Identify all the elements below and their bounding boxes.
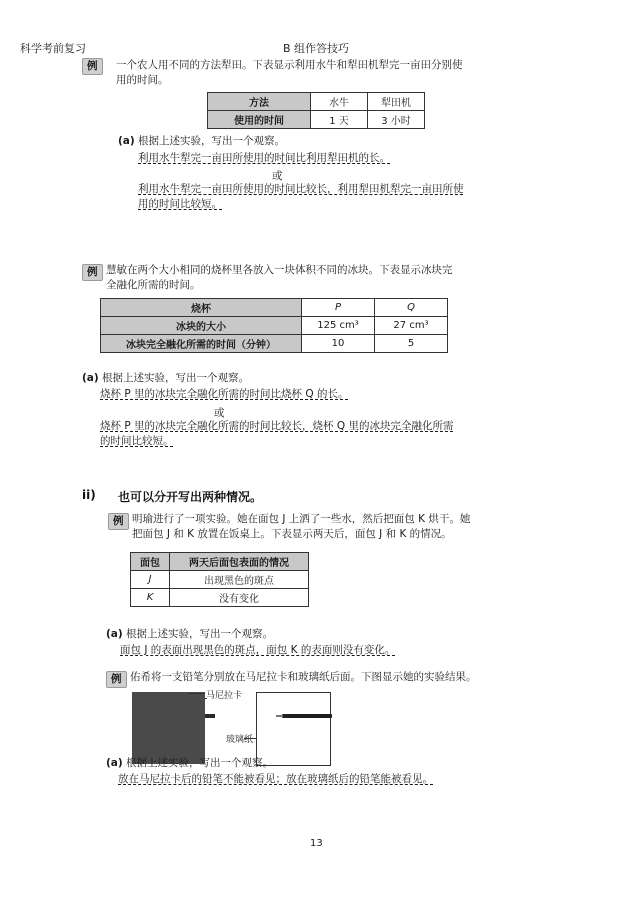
table-cell: 出现黑色的斑点 bbox=[170, 571, 309, 589]
glass-paper bbox=[256, 692, 331, 766]
table-header-cell: 使用的时间 bbox=[208, 111, 311, 129]
example-3-question bbox=[132, 512, 507, 542]
example-2-answer-1: 烧杯 P 里的冰块完全融化所需的时间比烧杯 Q 的长。 bbox=[100, 388, 349, 400]
part-prompt: 根据上述实验，写出一个观察。 bbox=[138, 135, 286, 147]
example-2-part-a bbox=[82, 371, 492, 386]
question-line: 全融化所需的时间。 bbox=[106, 279, 201, 291]
table-header-cell: 方法 bbox=[208, 93, 311, 111]
glass-label: 玻璃纸 bbox=[226, 735, 254, 745]
example-1-table bbox=[207, 92, 425, 129]
part-label: (a) bbox=[82, 372, 99, 384]
example-2-or: 或 bbox=[214, 407, 225, 419]
table-cell: 没有变化 bbox=[170, 589, 309, 607]
question-line: 明瑜进行了一项实验。她在面包 J 上洒了一些水，然后把面包 K 烘干。她 bbox=[132, 513, 471, 525]
table-cell: K bbox=[131, 589, 170, 607]
part-prompt: 根据上述实验，写出一个观察。 bbox=[126, 757, 274, 769]
header-center: B 组作答技巧 bbox=[283, 42, 350, 55]
example-3-answer: 面包 J 的表面出现黑色的斑点，面包 K 的表面则没有变化。 bbox=[120, 644, 396, 656]
table-header-cell: 面包 bbox=[131, 553, 170, 571]
part-label: (a) bbox=[106, 757, 123, 769]
example-3-table bbox=[130, 552, 309, 607]
pencil-tip bbox=[205, 714, 215, 718]
table-header-cell: 烧杯 bbox=[101, 299, 302, 317]
example-1-answer-2 bbox=[138, 182, 513, 212]
part-prompt: 根据上述实验，写出一个观察。 bbox=[102, 372, 250, 384]
table-header-cell: 冰块的大小 bbox=[101, 317, 302, 335]
example-2-table bbox=[100, 298, 448, 353]
table-row bbox=[101, 317, 448, 335]
answer-line: 用的时间比较短。 bbox=[138, 198, 222, 210]
example-2-question bbox=[106, 263, 501, 293]
header-left: 科学考前复习 bbox=[20, 42, 86, 55]
example-1-or: 或 bbox=[272, 170, 283, 182]
answer-line: 烧杯 P 里的冰块完全融化所需的时间比较长，烧杯 Q 里的冰块完全融化所需 bbox=[100, 420, 454, 432]
pencil bbox=[282, 714, 332, 718]
table-row bbox=[131, 571, 309, 589]
table-row bbox=[101, 335, 448, 353]
example-tag: 例 bbox=[108, 513, 129, 530]
table-row bbox=[101, 299, 448, 317]
glass-label-leader bbox=[244, 738, 256, 739]
example-tag: 例 bbox=[82, 264, 103, 281]
section-title: 也可以分开写出两种情况。 bbox=[118, 490, 263, 504]
table-cell: 3 小时 bbox=[368, 111, 425, 129]
table-header-cell: 犁田机 bbox=[368, 93, 425, 111]
table-header-cell: 两天后面包表面的情况 bbox=[170, 553, 309, 571]
section-marker: ii) bbox=[82, 488, 96, 502]
example-4-question: 佑希将一支铅笔分别放在马尼拉卡和玻璃纸后面。下图显示她的实验结果。 bbox=[130, 671, 477, 683]
question-line: 把面包 J 和 K 放置在饭桌上。下表显示两天后，面包 J 和 K 的情况。 bbox=[132, 528, 452, 540]
table-cell: J bbox=[131, 571, 170, 589]
part-prompt: 根据上述实验，写出一个观察。 bbox=[126, 628, 274, 640]
table-cell: 1 天 bbox=[311, 111, 368, 129]
example-1-part-a bbox=[118, 134, 513, 149]
table-cell: 5 bbox=[375, 335, 448, 353]
table-row bbox=[131, 553, 309, 571]
table-cell: 10 bbox=[302, 335, 375, 353]
table-cell: 125 cm³ bbox=[302, 317, 375, 335]
example-3-part-a bbox=[106, 627, 496, 642]
table-row bbox=[208, 93, 425, 111]
page-number: 13 bbox=[310, 838, 323, 849]
example-tag: 例 bbox=[82, 58, 103, 75]
manila-card bbox=[132, 692, 205, 764]
example-1-question bbox=[116, 58, 511, 88]
table-row bbox=[131, 589, 309, 607]
table-row bbox=[208, 111, 425, 129]
example-4-answer: 放在马尼拉卡后的铅笔不能被看见；放在玻璃纸后的铅笔能被看见。 bbox=[118, 773, 433, 785]
question-line: 一个农人用不同的方法犁田。下表显示利用水牛和犁田机犁完一亩田分别使 bbox=[116, 59, 463, 71]
part-label: (a) bbox=[106, 628, 123, 640]
question-line: 用的时间。 bbox=[116, 74, 169, 86]
table-header-cell: P bbox=[302, 299, 375, 317]
answer-line: 的时间比较短。 bbox=[100, 435, 174, 447]
example-4-part-a bbox=[106, 756, 496, 771]
example-1-answer-1: 利用水牛犁完一亩田所使用的时间比利用犁田机的长。 bbox=[138, 152, 390, 164]
example-tag: 例 bbox=[106, 671, 127, 688]
example-2-answer-2 bbox=[100, 419, 500, 449]
part-label: (a) bbox=[118, 135, 135, 147]
answer-line: 利用水牛犁完一亩田所使用的时间比较长，利用犁田机犁完一亩田所使 bbox=[138, 183, 464, 195]
manila-label: 马尼拉卡 bbox=[206, 691, 243, 701]
question-line: 慧敏在两个大小相同的烧杯里各放入一块体积不同的冰块。下表显示冰块完 bbox=[106, 264, 453, 276]
pencil-point bbox=[276, 715, 283, 717]
table-header-cell: 水牛 bbox=[311, 93, 368, 111]
label-leader-line bbox=[188, 693, 204, 694]
table-header-cell: Q bbox=[375, 299, 448, 317]
table-header-cell: 冰块完全融化所需的时间（分钟） bbox=[101, 335, 302, 353]
table-cell: 27 cm³ bbox=[375, 317, 448, 335]
